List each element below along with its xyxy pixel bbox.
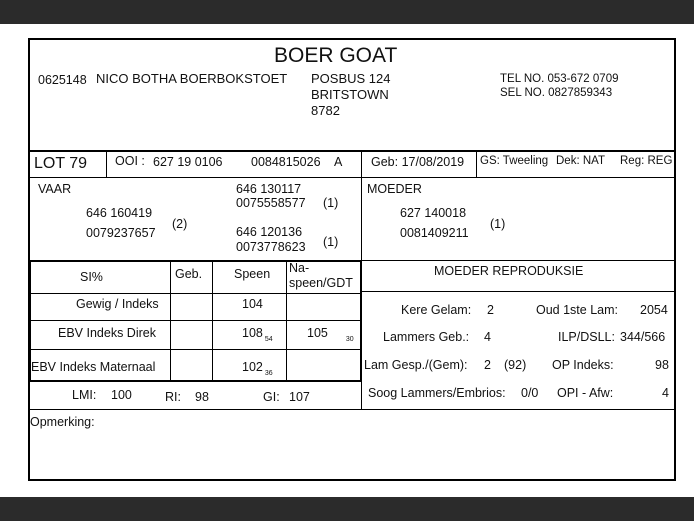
lammers-label: Lammers Geb.: bbox=[383, 330, 470, 344]
lot-number: LOT 79 bbox=[34, 155, 88, 172]
lot-row-bottom bbox=[28, 177, 676, 178]
granddam-count: (1) bbox=[323, 235, 339, 249]
naspeen-direk-accuracy: 30 bbox=[345, 336, 354, 343]
header-naspeen-1: Na- bbox=[289, 261, 310, 275]
address-line-1: POSBUS 124 bbox=[311, 71, 391, 86]
table-header-bottom bbox=[29, 293, 362, 294]
ilp-label: ILP/DSLL: bbox=[558, 330, 615, 344]
lam-label: Lam Gesp./(Gem): bbox=[364, 358, 468, 372]
op-label: OP Indeks: bbox=[552, 358, 614, 372]
breeder-id: 0625148 bbox=[38, 73, 87, 87]
address-line-2: BRITSTOWN bbox=[311, 87, 389, 102]
lot-divider-3 bbox=[476, 150, 477, 177]
speen-gewig: 104 bbox=[242, 297, 263, 311]
lam-gem-value: (92) bbox=[504, 358, 527, 372]
granddam-number: 646 120136 bbox=[236, 225, 303, 239]
birth-date: Geb: 17/08/2019 bbox=[371, 155, 465, 169]
granddam-id: 0073778623 bbox=[236, 240, 306, 254]
header-speen: Speen bbox=[234, 267, 271, 281]
lammers-value: 4 bbox=[484, 330, 491, 344]
ooi-grade: A bbox=[334, 155, 343, 169]
sire-id: 0079237657 bbox=[86, 226, 156, 240]
oud-value: 2054 bbox=[640, 303, 668, 317]
naspeen-direk-value: 105 bbox=[307, 326, 328, 340]
sel-number: SEL NO. 0827859343 bbox=[500, 87, 613, 99]
row-label-maternaal: EBV Indeks Maternaal bbox=[31, 360, 156, 374]
ilp-value: 344/566 bbox=[620, 330, 666, 344]
breeder-name: NICO BOTHA BOERBOKSTOET bbox=[96, 71, 288, 86]
speen-direk bbox=[242, 326, 273, 347]
ri-value: 98 bbox=[195, 390, 209, 404]
moeder-label: MOEDER bbox=[367, 182, 422, 196]
ooi-id: 0084815026 bbox=[251, 155, 321, 169]
grandsire-count: (1) bbox=[323, 196, 339, 210]
ooi-label: OOI : bbox=[115, 154, 145, 168]
stats-bottom bbox=[28, 409, 676, 410]
speen-maternaal-accuracy: 36 bbox=[264, 370, 273, 377]
repro-title-bottom bbox=[361, 291, 676, 292]
reg-status: Reg: REG bbox=[620, 155, 673, 167]
opmerking-label: Opmerking: bbox=[30, 415, 95, 429]
lmi-value: 100 bbox=[111, 388, 132, 402]
lmi-label: LMI: bbox=[72, 388, 97, 402]
ri-label: RI: bbox=[165, 390, 181, 404]
dam-count: (1) bbox=[490, 217, 506, 231]
opi-value: 4 bbox=[662, 386, 669, 400]
row-label-gewig: Gewig / Indeks bbox=[76, 297, 159, 311]
gi-value: 107 bbox=[289, 390, 310, 404]
header-divider bbox=[28, 150, 676, 152]
repro-title: MOEDER REPRODUKSIE bbox=[434, 264, 584, 278]
catalogue-sheet bbox=[0, 24, 694, 497]
table-row-1-bottom bbox=[29, 320, 362, 321]
header-si: SI% bbox=[80, 270, 103, 284]
row-label-direk: EBV Indeks Direk bbox=[58, 326, 156, 340]
op-value: 98 bbox=[655, 358, 669, 372]
speen-direk-accuracy: 54 bbox=[264, 336, 273, 343]
dam-id: 0081409211 bbox=[400, 226, 469, 240]
dek-status: Dek: NAT bbox=[556, 155, 605, 167]
lot-divider bbox=[106, 150, 107, 177]
soog-label: Soog Lammers/Embrios: bbox=[368, 386, 506, 400]
ooi-number: 627 19 0106 bbox=[153, 155, 223, 169]
lot-divider-2 bbox=[361, 150, 362, 177]
address-line-3: 8782 bbox=[311, 103, 340, 118]
speen-maternaal bbox=[242, 360, 273, 381]
birth-status: GS: Tweeling bbox=[480, 155, 549, 167]
sire-number: 646 160419 bbox=[86, 206, 153, 220]
header-geb: Geb. bbox=[175, 267, 203, 281]
oud-label: Oud 1ste Lam: bbox=[536, 303, 618, 317]
grandsire-number: 646 130117 bbox=[236, 182, 302, 196]
grandsire-id: 0075558577 bbox=[236, 196, 306, 210]
soog-value: 0/0 bbox=[521, 386, 539, 400]
kere-label: Kere Gelam: bbox=[401, 303, 472, 317]
gi-label: GI: bbox=[263, 390, 280, 404]
kere-value: 2 bbox=[487, 303, 494, 317]
speen-maternaal-value: 102 bbox=[242, 360, 263, 374]
breed-title: BOER GOAT bbox=[274, 44, 398, 67]
vaar-label: VAAR bbox=[38, 182, 72, 196]
naspeen-direk bbox=[307, 326, 354, 347]
header-naspeen-2: speen/GDT bbox=[289, 276, 353, 290]
speen-direk-value: 108 bbox=[242, 326, 263, 340]
tel-number: TEL NO. 053-672 0709 bbox=[500, 73, 619, 85]
sire-count: (2) bbox=[172, 217, 188, 231]
dam-number: 627 140018 bbox=[400, 206, 467, 220]
opi-label: OPI - Afw: bbox=[557, 386, 614, 400]
table-row-2-bottom bbox=[29, 349, 362, 350]
lam-value: 2 bbox=[484, 358, 491, 372]
